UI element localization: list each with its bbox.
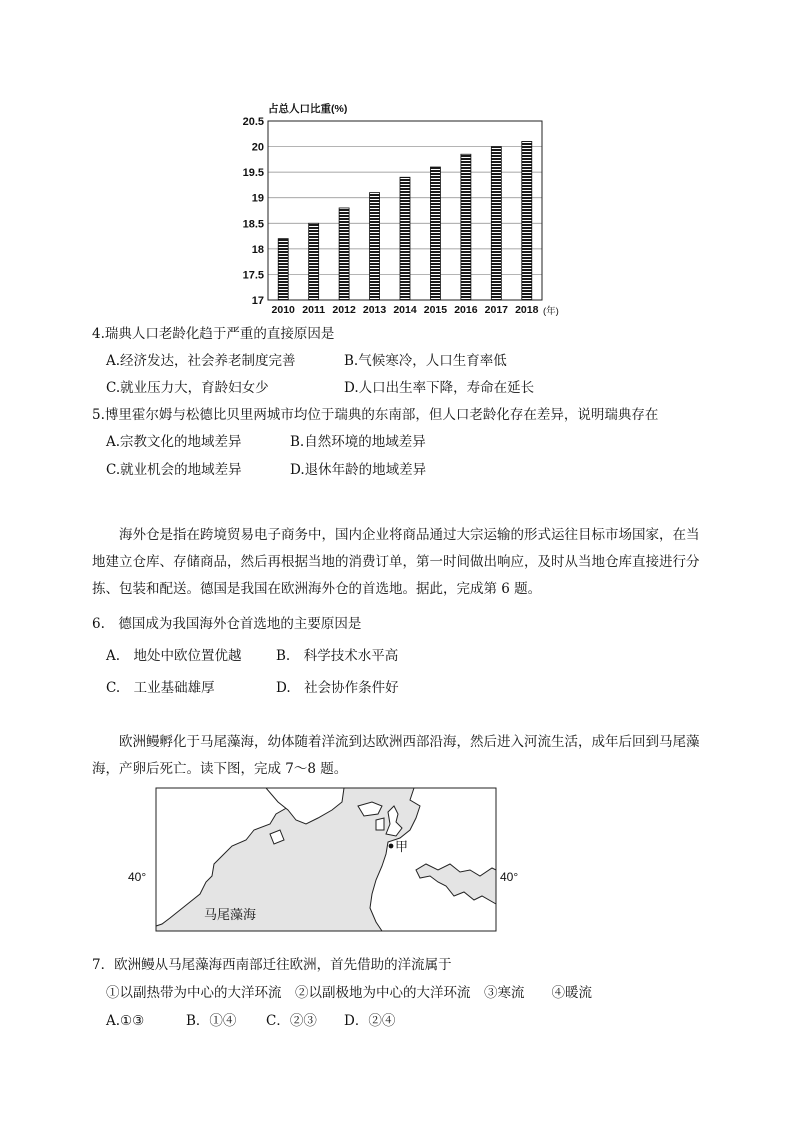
x-tick-label: 2017 (484, 304, 509, 316)
y-tick-label: 18.5 (242, 218, 264, 231)
x-tick-label: 2013 (362, 304, 387, 316)
q6-option-c: C. 工业基础雄厚 (106, 680, 215, 696)
q7-option-d: D．②④ (344, 1013, 396, 1029)
aging-bar-chart (230, 95, 560, 320)
q7-option-a: A.①③ (106, 1013, 145, 1029)
y-tick-label: 17.5 (242, 269, 264, 282)
bar-2017 (491, 147, 501, 300)
sargasso-sea-label: 马尾藻海 (204, 907, 257, 922)
q7-statements: ①以副热带为中心的大洋环流 ②以副极地为中心的大洋环流 ③寒流 ④暖流 (106, 985, 592, 1001)
ireland-landmass (376, 818, 384, 830)
y-tick-label: 20.5 (242, 116, 264, 128)
y-tick-label: 19 (251, 192, 264, 205)
q4-option-d: D.人口出生率下降，寿命在延长 (344, 380, 535, 396)
bar-2013 (370, 193, 380, 300)
north-atlantic-map (120, 784, 530, 934)
q7-stem: 7．欧洲鳗从马尾藻海西南部迁往欧洲，首先借助的洋流属于 (92, 957, 452, 973)
bar-2015 (430, 167, 440, 300)
bar-2018 (522, 141, 532, 300)
bar-2012 (339, 208, 349, 300)
y-tick-label: 19.5 (242, 167, 264, 180)
x-tick-label: 2014 (393, 304, 417, 316)
q7-option-b: B．①④ (186, 1013, 237, 1029)
q6-stem: 6. 德国成为我国海外仓首选地的主要原因是 (92, 616, 362, 632)
y-tick-label: 18 (251, 243, 264, 256)
bar-2014 (400, 177, 410, 300)
x-tick-label: 2016 (454, 304, 478, 316)
chart-ylabel: 占总人口比重(%) (268, 103, 348, 115)
q6-option-b: B. 科学技术水平高 (276, 648, 399, 664)
x-tick-label: 2010 (271, 304, 295, 316)
latitude-label-left: 40° (128, 870, 147, 884)
location-jia-marker (389, 844, 394, 849)
location-jia-label: 甲 (395, 839, 409, 854)
chart-xlabel: (年) (543, 306, 559, 317)
y-tick-label: 20 (251, 141, 264, 154)
q5-option-a: A.宗教文化的地域差异 (106, 434, 242, 450)
q4-stem: 4.瑞典人口老龄化趋于严重的直接原因是 (92, 326, 335, 342)
bar-2010 (278, 239, 288, 300)
q5-stem: 5.博里霍尔姆与松德比贝里两城市均位于瑞典的东南部，但人口老龄化存在差异，说明瑞典存在 (92, 407, 659, 423)
latitude-label-right: 40° (500, 870, 519, 884)
bar-2016 (461, 154, 471, 300)
q5-option-b: B.自然环境的地域差异 (290, 434, 426, 450)
y-tick-label: 17 (251, 295, 264, 307)
passage-overseas-warehouse: 海外仓是指在跨境贸易电子商务中，国内企业将商品通过大宗运输的形式运往目标市场国家，在当地建立仓库、存储商品，然后再根据当地的消费订单，第一时间做出响应，及时从当地仓库直接进行分拣、包装和配送。德国是我国在欧洲海外仓的首选地。据此，完成第 6 题。 (92, 527, 700, 597)
bar-2011 (309, 223, 319, 300)
x-tick-label: 2015 (423, 304, 448, 316)
x-tick-label: 2012 (332, 304, 356, 316)
x-tick-label: 2018 (515, 304, 539, 316)
x-tick-label: 2011 (302, 304, 326, 316)
q4-option-b: B.气候寒冷，人口生育率低 (344, 353, 507, 369)
q5-option-c: C.就业机会的地域差异 (106, 462, 242, 478)
q7-option-c: C．②③ (266, 1013, 317, 1029)
q5-option-d: D.退休年龄的地域差异 (290, 462, 427, 478)
q4-option-a: A.经济发达，社会养老制度完善 (106, 353, 296, 369)
q6-option-d: D. 社会协作条件好 (276, 680, 399, 696)
passage-european-eel: 欧洲鳗孵化于马尾藻海，幼体随着洋流到达欧洲西部沿海，然后进入河流生活，成年后回到马尾藻海，产卵后死亡。读下图，完成 7～8 题。 (92, 734, 700, 777)
q6-option-a: A. 地处中欧位置优越 (106, 648, 242, 664)
q4-option-c: C.就业压力大，育龄妇女少 (106, 380, 269, 396)
